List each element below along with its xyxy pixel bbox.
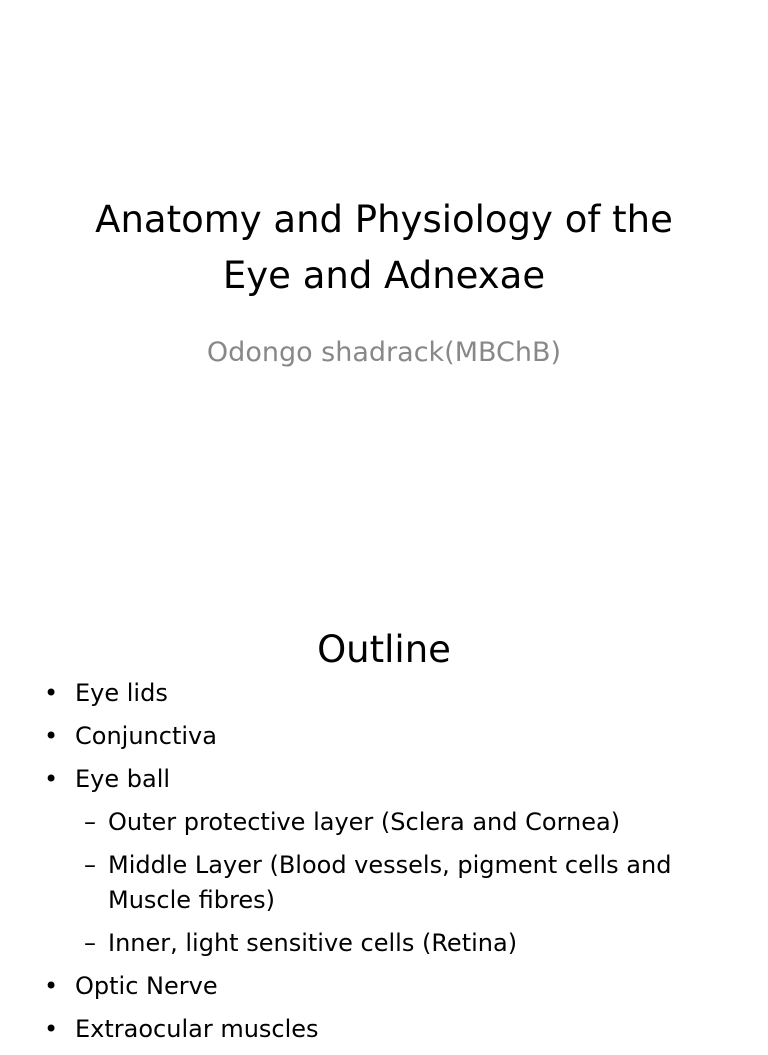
presentation-title <box>60 192 708 304</box>
title-line-1: Anatomy and Physiology of the <box>95 198 673 241</box>
list-item: • Conjunctiva <box>40 719 730 754</box>
title-line-2: Eye and Adnexae <box>222 254 546 297</box>
list-item: • Eye ball <box>40 762 730 797</box>
list-item: • Extraocular muscles <box>40 1012 730 1047</box>
list-item: • Optic Nerve <box>40 969 730 1004</box>
presenter-name: Odongo shadrack(MBChB) <box>206 337 562 368</box>
outline-list <box>40 676 730 1055</box>
outline-title: Outline <box>317 628 451 671</box>
list-subitem: – Outer protective layer (Sclera and Cornea) <box>40 805 730 840</box>
list-subitem: – Middle Layer (Blood vessels, pigment cells and Muscle fibres) <box>40 848 730 918</box>
list-item: • Eye lids <box>40 676 730 711</box>
list-subitem: – Inner, light sensitive cells (Retina) <box>40 926 730 961</box>
outline-slide <box>0 576 768 1043</box>
